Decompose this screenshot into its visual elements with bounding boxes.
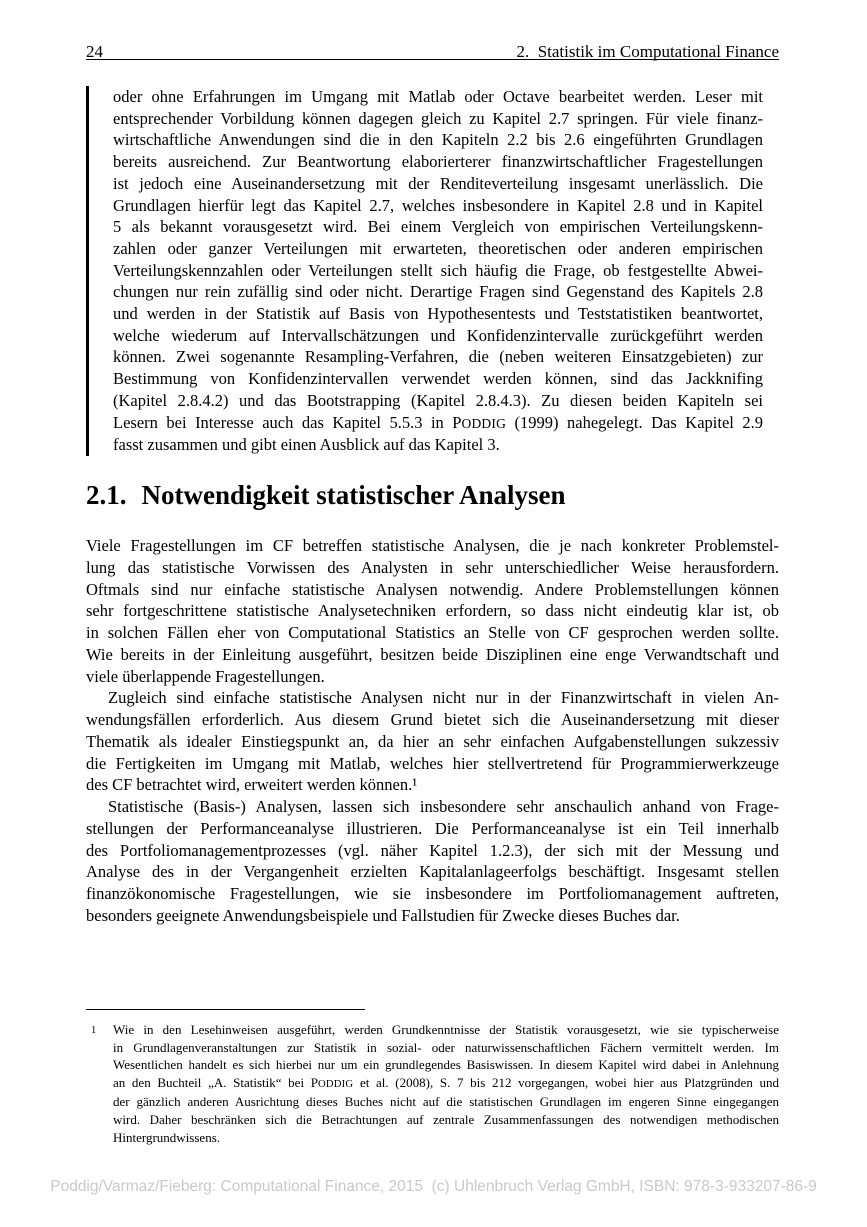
- text-line: entsprechender Vorbildung können dagegen gleich zu Kapitel 2.7 springen. Für viele finanz-: [113, 108, 763, 128]
- text-line: Analyse des in der Vergangenheit erzielten Kapitalanlageerfolgs beschäftigt. Insgesamt stellen: [86, 862, 779, 882]
- text-line: Wie in den Lesehinweisen ausgeführt, werden Grundkenntnisse der Statistik vorausgesetzt, wie sie typischerweise: [113, 1022, 779, 1037]
- text-line: (Kapitel 2.8.4.2) und das Bootstrapping (Kapitel 2.8.4.3). Zu diesen beiden Kapiteln sei: [113, 390, 763, 410]
- text-line: des Portfoliomanagementprozesses (vgl. näher Kapitel 1.2.3), der sich mit der Messung und: [86, 840, 779, 860]
- text-line: können. Zwei sogenannte Resampling-Verfahren, die (neben weiteren Einsatzgebieten) zur: [113, 347, 763, 367]
- text-line: wird. Daher beschränken sich die Betrachtungen auf zentrale Zusammenfassungen des notwendigen methodischen: [113, 1111, 779, 1127]
- footnote: [86, 1021, 779, 1146]
- paragraph: [86, 535, 779, 687]
- text-line: oder ohne Erfahrungen im Umgang mit Matlab oder Octave bearbeitet werden. Leser mit: [113, 87, 763, 106]
- text-line: fasst zusammen und gibt einen Ausblick auf das Kapitel 3.: [113, 435, 500, 455]
- text-line: Grundlagen hierfür legt das Kapitel 2.7, welches insbesondere in Kapitel 2.8 und in Kapitel: [113, 195, 763, 215]
- text-line: ist jedoch eine Auseinandersetzung mit der Renditeverteilung insgesamt unerlässlich. Die: [113, 173, 763, 193]
- text-line: und werden in der Statistik auf Basis von Hypothesentests und Teststatistiken beantwortet,: [113, 304, 763, 324]
- section-title: Notwendigkeit statistischer Analysen: [141, 480, 566, 510]
- text-line: finanzökonomische Fragestellungen, wie sie insbesondere im Portfoliomanagement auftreten,: [86, 884, 779, 903]
- text-line: die Fertigkeiten im Umgang mit Matlab, welches hier stellvertretend für Programmierwerkzeuge: [86, 753, 779, 773]
- text-line: an den Buchteil „A. Statistik“ bei PODDIG et al. (2008), S. 7 bis 212 vorgegangen, wobei hier aus Platzgründen und: [113, 1074, 779, 1090]
- page-number: 24: [86, 42, 103, 61]
- text-line: sehr fortgeschrittene statistische Analysetechniken erfordern, so dass nicht eindeutig klar ist, ob: [86, 601, 779, 621]
- footnote-marker: 1: [91, 1025, 97, 1036]
- text-line: zahlen oder ganzer Verteilungen mit erwarteten, theoretischen oder anderen empirischen: [113, 238, 763, 258]
- paragraph: [86, 687, 779, 796]
- text-line: bereits ausreichend. Zur Beantwortung elaborierterer finanzwirtschaftlicher Fragestellungen: [113, 152, 763, 172]
- text-line: stellungen der Performanceanalyse illustrieren. Die Performanceanalyse ist ein Teil innerhalb: [86, 818, 779, 838]
- text-line: Hintergrundwissens.: [113, 1129, 221, 1145]
- text-line: in solchen Fällen eher von Computational Statistics an Stelle von CF gesprochen werden sollte.: [86, 623, 779, 642]
- text-line: Bestimmung von Konfidenzintervallen verwendet werden können, sind das Jackknifing: [113, 369, 763, 389]
- page-header: [86, 43, 779, 60]
- footnote-text: [113, 1021, 779, 1146]
- text-line: welche wiederum auf Intervallschätzungen und Konfidenzintervalle zurückgeführt werden: [113, 325, 763, 345]
- paragraph: [86, 796, 779, 927]
- text-line: Statistische (Basis-) Analysen, lassen sich insbesondere sehr anschaulich anhand von Frage-: [108, 797, 779, 816]
- text-line: Oftmals sind nur einfache statistische Analysen notwendig. Andere Problemstellungen können: [86, 579, 779, 599]
- text-line: der gänzlich anderen Ausrichtung dieses Buches nicht auf die statistischen Grundlagen im engeren Sinne eingegangen: [113, 1094, 779, 1110]
- footnote-rule: [86, 1009, 365, 1010]
- text-line: lung das statistische Vorwissen des Analysten in sehr unterschiedlicher Weise herausfordern.: [86, 557, 779, 577]
- text-line: Lesern bei Interesse auch das Kapitel 5.5.3 in PODDIG (1999) nahegelegt. Das Kapitel 2.9: [113, 412, 764, 432]
- text-line: des CF betrachtet wird, erweitert werden können.¹: [86, 775, 418, 795]
- section-body: [86, 535, 779, 927]
- text-line: Wesentlichen handelt es sich hierbei nur um ein grundlegendes Basiswissen. In diesem Kapitel wird dabei in Anlehnung: [113, 1057, 779, 1073]
- text-line: Viele Fragestellungen im CF betreffen statistische Analysen, die je nach konkreter Problemstel-: [86, 536, 779, 555]
- text-line: Zugleich sind einfache statistische Analysen nicht nur in der Finanzwirtschaft in vielen An-: [108, 688, 779, 708]
- text-line: in Grundlagenveranstaltungen zur Statistik in sozial- oder naturwissenschaftlichen Fächern vermittelt werden. Im: [113, 1039, 779, 1055]
- text-line: Wie bereits in der Einleitung ausgeführt, besitzen beide Disziplinen eine enge Verwandtschaft und: [86, 644, 779, 664]
- text-line: viele überlappende Fragestellungen.: [86, 666, 325, 686]
- text-line: wendungsfällen erforderlich. Aus diesem Grund bietet sich die Auseinandersetzung mit dieser: [86, 710, 779, 729]
- running-title: 2. Statistik im Computational Finance: [516, 42, 779, 61]
- section-heading: [86, 480, 566, 511]
- text-line: Verteilungskennzahlen oder Verteilungen stellt sich häufig die Frage, ob festgestellte Abwei-: [113, 260, 763, 280]
- header-rule: [86, 59, 779, 60]
- intro-quote: [86, 86, 763, 456]
- text-line: besonders geeignete Anwendungsbeispiele und Fallstudien für Zwecke dieses Buches dar.: [86, 905, 680, 925]
- footer-credit: Poddig/Varmaz/Fieberg: Computational Finance, 2015 (c) Uhlenbruch Verlag GmbH, ISBN: 978-3-933207-86-9: [50, 1178, 817, 1195]
- section-number: 2.1.: [86, 480, 127, 510]
- text-line: 5 als bekannt vorausgesetzt wird. Bei einem Vergleich von empirischen Verteilungskenn-: [113, 217, 763, 237]
- text-line: chungen nur rein zufällig sind oder nicht. Derartige Fragen sind Gegenstand des Kapitels 2.8: [113, 282, 763, 302]
- text-line: Thematik als idealer Einstiegspunkt an, da hier an sehr einfachen Aufgabenstellungen sukzessiv: [86, 731, 779, 751]
- text-line: wirtschaftliche Anwendungen sind die in den Kapiteln 2.2 bis 2.6 eingeführten Grundlagen: [113, 130, 763, 150]
